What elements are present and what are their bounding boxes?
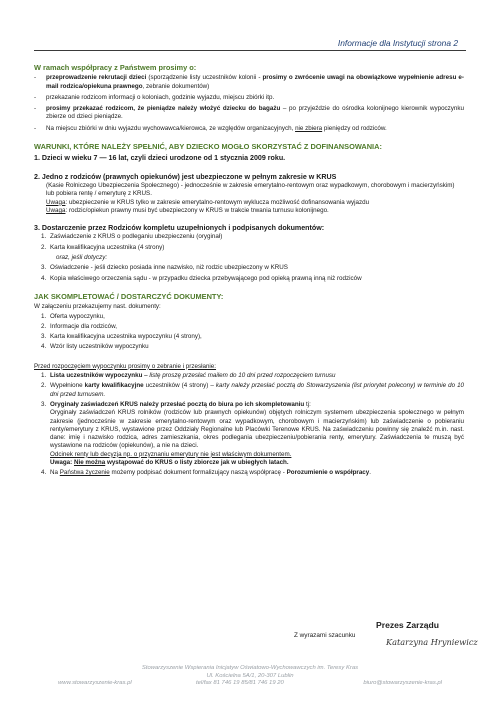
list-item <box>48 372 464 380</box>
list-item <box>48 382 464 399</box>
attachments-list <box>34 313 464 352</box>
step-text: – listę proszę przesłać mailem do 10 dni przed rozpoczęciem turnusu <box>142 372 336 380</box>
list-item: 4. Wzór listy uczestników wypoczynku <box>48 343 464 351</box>
document-body <box>34 64 464 480</box>
item-tail: pieniędzy od rodziców. <box>322 124 387 132</box>
footer-org-block <box>0 664 500 680</box>
submission-steps-list <box>34 372 464 478</box>
list-item: 1. Oferta wypoczynku, <box>48 313 464 321</box>
step-text: Na <box>50 469 60 477</box>
step-text: możemy podpisać dokument formalizujący naszą współpracę - <box>109 469 287 477</box>
condition-2-title: 2. Jedno z rodziców (prawnych opiekunów) jest ubezpieczone w pełnym zakresie w KRUS <box>34 172 337 181</box>
before-start-heading: Przed rozpoczęciem wypoczynku prosimy o zebranie i przesłanie: <box>34 362 217 370</box>
step-bold: Lista uczestników wypoczynku <box>50 372 143 380</box>
item-text: przekazanie rodzicom informacji o koloniach, godzinie wyjazdu, miejscu zbiórki itp. <box>46 93 275 101</box>
list-item: 3. Karta kwalifikacyjna uczestnika wypoczynku (4 strony), <box>48 333 464 341</box>
note-text: : rodzic/opiekun prawny musi być ubezpieczony w KRUS w trakcie trwania turnusu kolonijnego. <box>65 206 329 214</box>
item-tail: , zebranie dokumentów) <box>142 82 210 90</box>
list-item: 3. Oświadczenie - jeśli dziecko posiada inne nazwisko, niż rodzic ubezpieczony w KRUS <box>48 264 464 272</box>
signature-title: Prezes Zarządu <box>376 620 440 630</box>
list-item: 1. Zaświadczenie z KRUS o podleganiu ubezpieczeniu (oryginał) <box>48 233 464 241</box>
list-item <box>34 105 464 122</box>
optional-documents-list <box>34 264 464 283</box>
step-bold: Porozumienie o współpracy <box>286 469 370 477</box>
signature-name: Katarzyna Hryniewicz <box>386 637 478 647</box>
attachments-intro: W załączeniu przekazujemy nast. dokumenty: <box>34 303 161 311</box>
note-label: Uwaga <box>46 206 66 214</box>
step-bold: Uwaga: <box>50 458 74 466</box>
condition-2-note-1 <box>34 199 464 207</box>
item-bold: przeprowadzenie rekrutacji dzieci <box>46 74 147 82</box>
footer-phone: tel/fax 81 746 19 85/81 746 19 20 <box>196 680 284 686</box>
footer-address: Ul. Kościelna 5A/1, 20-307 Lublin <box>206 673 294 679</box>
section-heading-cooperation: W ramach współpracy z Państwem prosimy o: <box>34 63 197 72</box>
step-bold: Oryginały zaświadczeń KRUS należy przesłać pocztą do biura po ich skompletowaniu <box>50 400 305 408</box>
signature-regards: Z wyrazami szacunku <box>294 632 356 639</box>
condition-2-text: (Kasie Rolniczego Ubezpieczenia Społecznego) - jednocześnie w zakresie emerytalno-rentowym oraz wypadkowym, chorobowym i macierzyńskim) lub pobiera rentę / emeryturę z KRUS. <box>46 181 455 198</box>
step-bold: karty kwalifikacyjne <box>84 382 144 390</box>
condition-2-note-2 <box>34 207 464 215</box>
list-item: 2. Karta kwalifikacyjna uczestnika (4 strony) <box>48 244 464 252</box>
list-item <box>48 469 464 477</box>
step-text: Wypełnione <box>50 382 85 390</box>
list-item <box>48 401 464 467</box>
list-item: 4. Kopia właściwego orzeczenia sądu - w przypadku dziecka przebywającego pod opieką prawną inną niż rodziców <box>48 275 464 283</box>
footer-website-link[interactable]: www.stowarzyszenie-kras.pl <box>58 680 132 686</box>
footer-org-name: Stowarzyszenie Wspierania Inicjatyw Oświatowo-Wychowawczych im. Teresy Kras <box>141 665 359 671</box>
step-underline: Państwa życzenie <box>59 469 110 477</box>
required-documents-list <box>34 233 464 252</box>
step-italic: karty należy przesłać pocztą do Stowarzyszenia (list priorytet polecony) w terminie do 10 dni przed turnusem. <box>50 382 465 398</box>
list-item: 2. Informacje dla rodziców, <box>48 323 464 331</box>
item-bold-2: prosimy o zwrócenie uwagi na obowiązkowe wypełnienie adresu e-mail rodzica/opiekuna prawnego <box>46 74 464 90</box>
item-underline: nie zbiera <box>295 124 323 132</box>
step-text: . <box>369 469 372 477</box>
page-header-title: Informacje dla Instytucji strona 2 <box>337 38 458 48</box>
step-text: Oryginały zaświadczeń KRUS rolników (rodziców lub prawnych opiekunów) objętych rolniczym systemem ubezpieczenia społecznego w pełnym zakresie (jednocześnie w zakresie emerytalno-rentowym oraz wypadkowym, chorobowym i macierzyńskim) lub zaświadczenie o pobieraniu renty/emerytury z KRUS, wystawione przez Oddziały Regionalne lub Placówki Terenowe KRUS. Na zaświadczeniu powinny się znaleźć m.in. nast. dane: imię i nazwisko rodzica, adres zamieszkania, okres podlegania ubezpieczeniu/pobierania renty, emerytury. Zaświadczenia te muszą być wystawione na rodziców (opiekunów), a nie na dzieci. <box>50 409 464 450</box>
item-text: (sporządzenie listy uczestników kolonii - <box>146 74 263 82</box>
step-bold-underline: Nie można <box>73 458 106 466</box>
step-bold: wystąpować do KRUS o listy zbiorcze jak w ubiegłych latach. <box>105 458 289 466</box>
cooperation-list <box>34 74 464 133</box>
header-rule <box>34 50 466 51</box>
list-item <box>34 125 464 133</box>
step-underline: Odcinek renty lub decyzja np. o przyznaniu emerytury nie jest właściwym dokumentem. <box>50 450 292 458</box>
item-bold: prosimy przekazać rodzicom, że pieniądze należy włożyć dziecku do bagażu <box>46 105 281 113</box>
step-text: uczestników (4 strony) – <box>143 382 216 390</box>
condition-3-title: 3. Dostarczenie przez Rodziców kompletu uzupełnionych i podpisanych dokumentów: <box>34 224 325 233</box>
item-tail: – po przyjeździe do ośrodka kolonijnego kierownik wypoczynku zbierze od dzieci pieniądze. <box>46 105 464 121</box>
section-heading-conditions: WARUNKI, KTÓRE NALEŻY SPEŁNIĆ, ABY DZIECKO MOGŁO SKORZYSTAĆ Z DOFINANSOWANIA: <box>34 142 382 152</box>
footer-email-link[interactable]: biuro@stowarzyszenie-kras.pl <box>363 680 442 686</box>
step-text: tj: <box>304 400 311 408</box>
list-item <box>34 74 464 91</box>
if-applicable-label: oraz, jeśli dotyczy: <box>56 254 108 262</box>
item-text: Na miejscu zbiórki w dniu wyjazdu wychowawca/kierowca, ze względów organizacyjnych, <box>46 124 296 132</box>
note-text: : ubezpieczenie w KRUS tylko w zakresie emerytalno-rentowym wyklucza możliwość dofinansowania wyjazdu <box>65 198 370 206</box>
note-label: Uwaga <box>46 198 66 206</box>
condition-1: 1. Dzieci w wieku 7 — 16 lat, czyli dzieci urodzone od 1 stycznia 2009 roku. <box>34 154 286 163</box>
section-heading-documents: JAK SKOMPLETOWAĆ / DOSTARCZYĆ DOKUMENTY: <box>34 291 224 301</box>
list-item <box>34 94 464 102</box>
